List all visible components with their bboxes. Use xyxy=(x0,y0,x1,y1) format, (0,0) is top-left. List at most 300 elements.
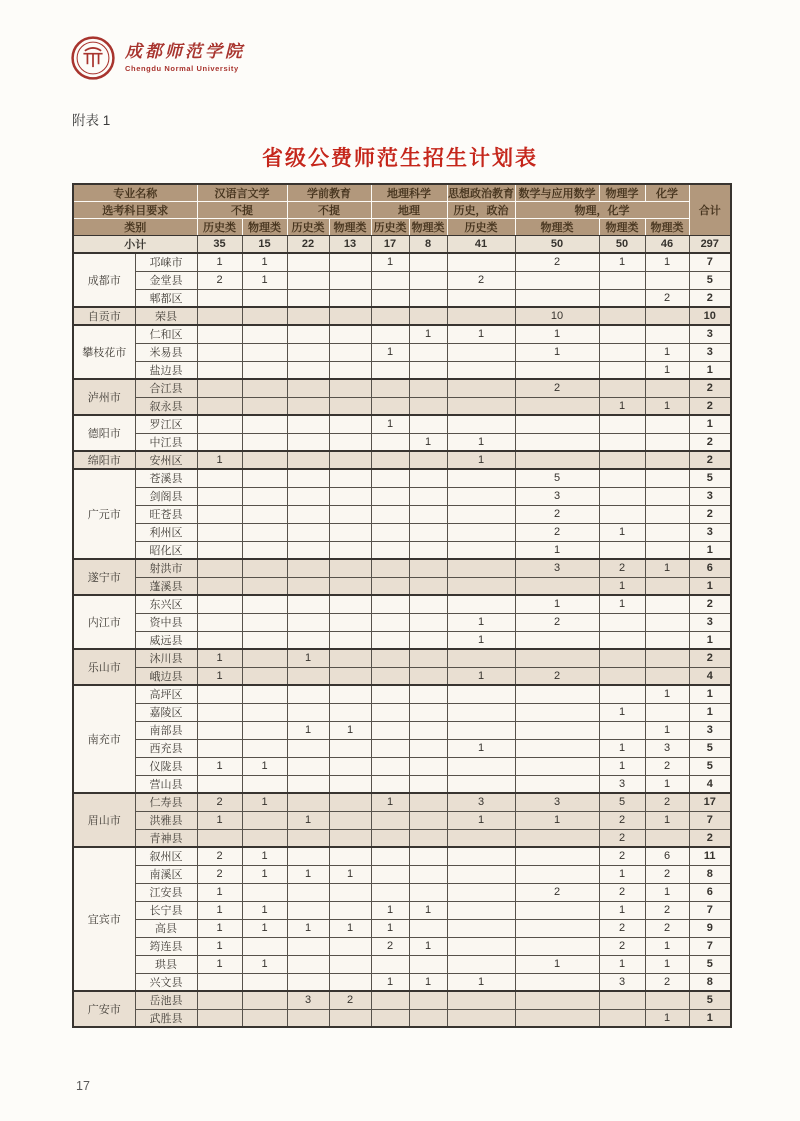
value-cell xyxy=(329,271,371,289)
value-cell xyxy=(197,397,242,415)
value-cell xyxy=(409,775,447,793)
header-category: 物理类 xyxy=(329,219,371,236)
value-cell xyxy=(287,325,329,343)
university-seal-icon xyxy=(70,35,116,81)
county-cell: 安州区 xyxy=(135,451,197,469)
header-category: 物理类 xyxy=(515,219,599,236)
value-cell xyxy=(515,865,599,883)
value-cell: 1 xyxy=(197,937,242,955)
table-row xyxy=(73,991,731,1009)
table-row xyxy=(73,847,731,865)
value-cell xyxy=(329,559,371,577)
value-cell xyxy=(371,685,409,703)
value-cell xyxy=(329,703,371,721)
value-cell xyxy=(371,757,409,775)
page-title: 省级公费师范生招生计划表 xyxy=(262,147,538,170)
value-cell: 1 xyxy=(645,397,689,415)
value-cell xyxy=(242,1009,287,1027)
value-cell xyxy=(447,289,515,307)
value-cell: 1 xyxy=(371,253,409,271)
value-cell xyxy=(447,577,515,595)
value-cell xyxy=(197,289,242,307)
value-cell xyxy=(287,559,329,577)
county-cell: 珙县 xyxy=(135,955,197,973)
county-cell: 合江县 xyxy=(135,379,197,397)
row-total-cell: 2 xyxy=(689,379,731,397)
value-cell: 1 xyxy=(287,865,329,883)
value-cell xyxy=(447,541,515,559)
value-cell xyxy=(329,649,371,667)
value-cell xyxy=(371,955,409,973)
value-cell xyxy=(409,469,447,487)
value-cell xyxy=(287,253,329,271)
value-cell xyxy=(329,937,371,955)
value-cell xyxy=(447,685,515,703)
county-cell: 岳池县 xyxy=(135,991,197,1009)
value-cell xyxy=(242,505,287,523)
table-row xyxy=(73,253,731,271)
value-cell: 1 xyxy=(409,325,447,343)
value-cell xyxy=(599,433,645,451)
value-cell xyxy=(371,361,409,379)
county-cell: 西充县 xyxy=(135,739,197,757)
value-cell xyxy=(409,703,447,721)
value-cell xyxy=(287,595,329,613)
table-row xyxy=(73,271,731,289)
value-cell xyxy=(329,631,371,649)
value-cell: 5 xyxy=(599,793,645,811)
value-cell xyxy=(329,901,371,919)
value-cell xyxy=(371,865,409,883)
county-cell: 荣县 xyxy=(135,307,197,325)
value-cell xyxy=(447,937,515,955)
value-cell xyxy=(515,721,599,739)
value-cell xyxy=(197,487,242,505)
value-cell: 1 xyxy=(197,901,242,919)
value-cell xyxy=(409,271,447,289)
value-cell xyxy=(409,649,447,667)
value-cell: 1 xyxy=(242,757,287,775)
value-cell xyxy=(371,883,409,901)
row-total-cell: 7 xyxy=(689,937,731,955)
value-cell xyxy=(242,559,287,577)
value-cell xyxy=(287,541,329,559)
row-total-cell: 3 xyxy=(689,721,731,739)
value-cell xyxy=(409,667,447,685)
county-cell: 武胜县 xyxy=(135,1009,197,1027)
value-cell: 1 xyxy=(599,703,645,721)
value-cell xyxy=(447,253,515,271)
table-row xyxy=(73,883,731,901)
value-cell xyxy=(515,739,599,757)
value-cell xyxy=(242,649,287,667)
value-cell xyxy=(645,379,689,397)
table-row xyxy=(73,865,731,883)
value-cell xyxy=(329,973,371,991)
value-cell xyxy=(287,703,329,721)
row-total-cell: 5 xyxy=(689,955,731,973)
city-cell: 绵阳市 xyxy=(73,451,135,469)
value-cell xyxy=(197,523,242,541)
value-cell xyxy=(329,739,371,757)
header-subject-requirement: 地理 xyxy=(371,202,447,219)
city-cell: 德阳市 xyxy=(73,415,135,451)
value-cell: 1 xyxy=(197,811,242,829)
value-cell xyxy=(409,739,447,757)
value-cell xyxy=(371,847,409,865)
value-cell xyxy=(409,415,447,433)
table-row xyxy=(73,343,731,361)
county-cell: 叙州区 xyxy=(135,847,197,865)
value-cell: 2 xyxy=(515,523,599,541)
value-cell: 1 xyxy=(409,433,447,451)
value-cell: 1 xyxy=(515,811,599,829)
header-subject-requirement: 不提 xyxy=(287,202,371,219)
value-cell xyxy=(287,361,329,379)
value-cell: 2 xyxy=(197,847,242,865)
value-cell xyxy=(329,379,371,397)
value-cell xyxy=(409,613,447,631)
value-cell xyxy=(645,649,689,667)
value-cell: 1 xyxy=(329,721,371,739)
county-cell: 昭化区 xyxy=(135,541,197,559)
row-total-cell: 1 xyxy=(689,415,731,433)
value-cell xyxy=(287,415,329,433)
value-cell xyxy=(371,271,409,289)
header-category: 历史类 xyxy=(447,219,515,236)
value-cell xyxy=(447,919,515,937)
county-cell: 中江县 xyxy=(135,433,197,451)
value-cell xyxy=(515,451,599,469)
value-cell xyxy=(371,433,409,451)
header-category: 历史类 xyxy=(197,219,242,236)
value-cell: 1 xyxy=(329,865,371,883)
table-row xyxy=(73,577,731,595)
value-cell xyxy=(645,595,689,613)
value-cell xyxy=(515,775,599,793)
value-cell: 1 xyxy=(447,667,515,685)
row-total-cell: 3 xyxy=(689,523,731,541)
value-cell xyxy=(371,577,409,595)
value-cell xyxy=(371,595,409,613)
value-cell xyxy=(447,595,515,613)
value-cell xyxy=(447,361,515,379)
value-cell xyxy=(447,523,515,541)
value-cell xyxy=(515,991,599,1009)
subtotal-value: 15 xyxy=(242,236,287,254)
value-cell xyxy=(242,739,287,757)
county-cell: 郫都区 xyxy=(135,289,197,307)
city-cell: 内江市 xyxy=(73,595,135,649)
value-cell xyxy=(447,901,515,919)
value-cell: 2 xyxy=(645,757,689,775)
value-cell xyxy=(329,685,371,703)
county-cell: 叙永县 xyxy=(135,397,197,415)
subtotal-row xyxy=(73,236,731,254)
county-cell: 威远县 xyxy=(135,631,197,649)
header-category: 物理类 xyxy=(645,219,689,236)
value-cell xyxy=(645,415,689,433)
value-cell xyxy=(242,595,287,613)
city-cell: 广元市 xyxy=(73,469,135,559)
header-category-label: 类别 xyxy=(73,219,197,236)
value-cell xyxy=(287,883,329,901)
value-cell xyxy=(409,685,447,703)
row-total-cell: 3 xyxy=(689,325,731,343)
value-cell xyxy=(371,775,409,793)
value-cell xyxy=(645,451,689,469)
value-cell xyxy=(447,883,515,901)
value-cell xyxy=(599,487,645,505)
value-cell: 1 xyxy=(197,883,242,901)
row-total-cell: 4 xyxy=(689,667,731,685)
value-cell: 1 xyxy=(447,325,515,343)
row-total-cell: 7 xyxy=(689,901,731,919)
value-cell xyxy=(329,613,371,631)
row-total-cell: 1 xyxy=(689,577,731,595)
value-cell: 1 xyxy=(645,775,689,793)
subtotal-value: 8 xyxy=(409,236,447,254)
value-cell xyxy=(287,523,329,541)
value-cell: 1 xyxy=(242,847,287,865)
value-cell: 2 xyxy=(371,937,409,955)
value-cell xyxy=(242,361,287,379)
value-cell xyxy=(599,379,645,397)
row-total-cell: 2 xyxy=(689,451,731,469)
subtotal-total: 297 xyxy=(689,236,731,254)
value-cell xyxy=(197,469,242,487)
value-cell xyxy=(409,397,447,415)
value-cell xyxy=(515,685,599,703)
value-cell xyxy=(515,973,599,991)
value-cell xyxy=(447,307,515,325)
table-row xyxy=(73,487,731,505)
value-cell: 1 xyxy=(409,937,447,955)
table-row xyxy=(73,325,731,343)
value-cell xyxy=(197,991,242,1009)
value-cell xyxy=(371,397,409,415)
value-cell: 1 xyxy=(515,595,599,613)
row-total-cell: 2 xyxy=(689,397,731,415)
header-major: 化学 xyxy=(645,184,689,202)
value-cell xyxy=(409,559,447,577)
value-cell xyxy=(287,379,329,397)
county-cell: 邛崃市 xyxy=(135,253,197,271)
header-subject-requirement: 不提 xyxy=(197,202,287,219)
value-cell xyxy=(409,757,447,775)
table-row xyxy=(73,397,731,415)
table-row xyxy=(73,901,731,919)
value-cell xyxy=(409,883,447,901)
value-cell: 1 xyxy=(197,253,242,271)
subtotal-value: 13 xyxy=(329,236,371,254)
value-cell xyxy=(329,253,371,271)
value-cell xyxy=(515,433,599,451)
subtotal-value: 50 xyxy=(599,236,645,254)
value-cell: 3 xyxy=(599,973,645,991)
row-total-cell: 11 xyxy=(689,847,731,865)
value-cell xyxy=(329,829,371,847)
value-cell xyxy=(447,649,515,667)
value-cell xyxy=(599,541,645,559)
value-cell xyxy=(371,991,409,1009)
value-cell: 1 xyxy=(599,595,645,613)
value-cell xyxy=(287,937,329,955)
header-subjects-label: 选考科目要求 xyxy=(73,202,197,219)
value-cell xyxy=(447,955,515,973)
table-row xyxy=(73,559,731,577)
value-cell xyxy=(371,505,409,523)
header-major: 地理科学 xyxy=(371,184,447,202)
value-cell xyxy=(645,505,689,523)
value-cell xyxy=(329,505,371,523)
value-cell: 1 xyxy=(645,253,689,271)
table-row xyxy=(73,775,731,793)
value-cell xyxy=(242,289,287,307)
value-cell: 1 xyxy=(242,253,287,271)
value-cell xyxy=(371,739,409,757)
header-major: 思想政治教育 xyxy=(447,184,515,202)
subtotal-value: 50 xyxy=(515,236,599,254)
value-cell xyxy=(447,1009,515,1027)
annex-label: 附表 1 xyxy=(72,113,111,128)
value-cell: 1 xyxy=(242,865,287,883)
county-cell: 罗江区 xyxy=(135,415,197,433)
value-cell xyxy=(242,487,287,505)
value-cell xyxy=(242,829,287,847)
value-cell xyxy=(599,505,645,523)
value-cell xyxy=(287,343,329,361)
value-cell xyxy=(515,919,599,937)
value-cell: 5 xyxy=(515,469,599,487)
value-cell: 1 xyxy=(197,757,242,775)
county-cell: 仁和区 xyxy=(135,325,197,343)
value-cell xyxy=(515,631,599,649)
value-cell xyxy=(287,307,329,325)
value-cell xyxy=(287,667,329,685)
row-total-cell: 7 xyxy=(689,253,731,271)
value-cell: 1 xyxy=(287,919,329,937)
county-cell: 射洪市 xyxy=(135,559,197,577)
value-cell xyxy=(242,883,287,901)
subtotal-value: 22 xyxy=(287,236,329,254)
subtotal-value: 17 xyxy=(371,236,409,254)
value-cell: 1 xyxy=(599,955,645,973)
county-cell: 蓬溪县 xyxy=(135,577,197,595)
value-cell xyxy=(287,757,329,775)
value-cell xyxy=(242,307,287,325)
value-cell xyxy=(197,973,242,991)
row-total-cell: 3 xyxy=(689,487,731,505)
value-cell xyxy=(515,289,599,307)
county-cell: 兴文县 xyxy=(135,973,197,991)
value-cell: 2 xyxy=(515,505,599,523)
value-cell: 1 xyxy=(447,451,515,469)
value-cell: 2 xyxy=(599,811,645,829)
row-total-cell: 6 xyxy=(689,883,731,901)
header-subject-requirement: 历史，政治 xyxy=(447,202,515,219)
value-cell: 1 xyxy=(197,955,242,973)
header-subject-requirement: 物理，化学 xyxy=(515,202,689,219)
value-cell xyxy=(287,613,329,631)
value-cell xyxy=(515,829,599,847)
value-cell xyxy=(329,595,371,613)
value-cell: 1 xyxy=(645,361,689,379)
value-cell: 2 xyxy=(599,559,645,577)
value-cell: 1 xyxy=(515,541,599,559)
value-cell xyxy=(287,739,329,757)
header-category: 物理类 xyxy=(409,219,447,236)
city-cell: 广安市 xyxy=(73,991,135,1027)
value-cell xyxy=(599,415,645,433)
value-cell: 1 xyxy=(371,901,409,919)
value-cell: 1 xyxy=(242,955,287,973)
county-cell: 东兴区 xyxy=(135,595,197,613)
table-row xyxy=(73,541,731,559)
value-cell xyxy=(197,343,242,361)
table-row xyxy=(73,955,731,973)
table-row xyxy=(73,523,731,541)
value-cell xyxy=(447,991,515,1009)
value-cell: 2 xyxy=(515,613,599,631)
value-cell xyxy=(409,955,447,973)
row-total-cell: 1 xyxy=(689,703,731,721)
table-head xyxy=(73,184,731,236)
table-row xyxy=(73,361,731,379)
value-cell xyxy=(409,289,447,307)
value-cell xyxy=(197,415,242,433)
value-cell xyxy=(409,721,447,739)
value-cell: 1 xyxy=(515,325,599,343)
value-cell xyxy=(515,757,599,775)
value-cell xyxy=(645,523,689,541)
value-cell: 1 xyxy=(197,667,242,685)
city-cell: 宜宾市 xyxy=(73,847,135,991)
table-row xyxy=(73,739,731,757)
value-cell xyxy=(287,271,329,289)
value-cell xyxy=(329,811,371,829)
value-cell xyxy=(447,505,515,523)
value-cell xyxy=(409,343,447,361)
value-cell xyxy=(599,667,645,685)
value-cell xyxy=(242,469,287,487)
header-category: 物理类 xyxy=(242,219,287,236)
value-cell: 2 xyxy=(599,883,645,901)
value-cell xyxy=(409,451,447,469)
value-cell: 1 xyxy=(599,577,645,595)
county-cell: 仪陇县 xyxy=(135,757,197,775)
value-cell: 1 xyxy=(447,433,515,451)
city-cell: 自贡市 xyxy=(73,307,135,325)
value-cell xyxy=(645,469,689,487)
value-cell xyxy=(447,865,515,883)
value-cell xyxy=(599,289,645,307)
value-cell xyxy=(447,397,515,415)
table-row xyxy=(73,307,731,325)
value-cell xyxy=(515,397,599,415)
county-cell: 剑阁县 xyxy=(135,487,197,505)
value-cell xyxy=(287,1009,329,1027)
table-row xyxy=(73,667,731,685)
table-row xyxy=(73,451,731,469)
enrollment-plan-table xyxy=(72,183,732,1028)
value-cell xyxy=(242,433,287,451)
table-row xyxy=(73,793,731,811)
value-cell xyxy=(371,379,409,397)
university-name-cn: 成都师范学院 xyxy=(125,41,245,62)
value-cell xyxy=(197,721,242,739)
row-total-cell: 2 xyxy=(689,433,731,451)
